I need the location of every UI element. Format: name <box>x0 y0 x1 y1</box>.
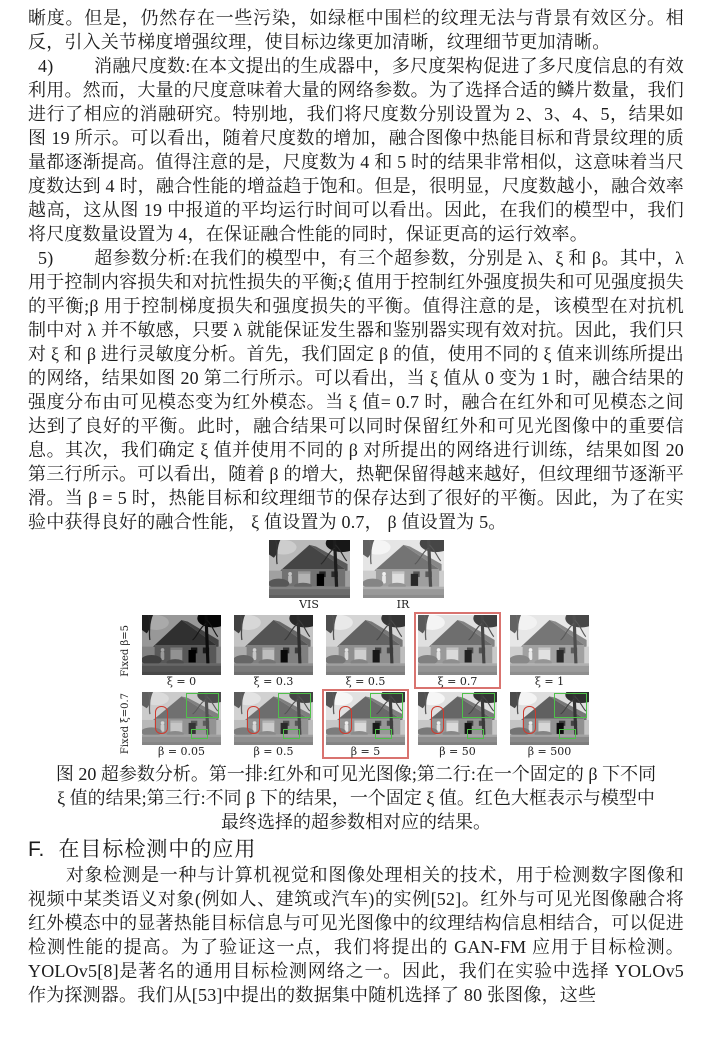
fused-image <box>142 615 221 675</box>
fused-image <box>234 615 313 675</box>
vis-image <box>269 540 350 598</box>
fused-image <box>510 692 589 745</box>
fig-label-ir: IR <box>396 598 410 611</box>
fig-label: ξ = 0.3 <box>253 675 294 688</box>
fig-label: β = 0.5 <box>253 745 294 758</box>
figure-caption <box>28 762 684 834</box>
fused-image <box>418 692 497 745</box>
figure-row-source <box>28 537 684 612</box>
fig-cell-beta-005 <box>138 689 225 759</box>
fig-cell-beta-05 <box>230 689 317 759</box>
red-annotation-person <box>339 706 352 734</box>
green-annotation-box <box>462 693 495 718</box>
fig-cell-xi-03 <box>230 612 317 689</box>
green-annotation-box-small <box>375 729 392 739</box>
green-annotation-box <box>278 693 311 718</box>
fused-image <box>142 692 221 745</box>
section-number: F. <box>28 838 45 861</box>
para-ablation-scales <box>28 54 684 246</box>
figure-row-beta <box>28 689 684 759</box>
green-annotation-box-small <box>283 729 300 739</box>
fig-cell-xi-07-selected <box>414 612 501 689</box>
fused-image-selected <box>326 692 405 745</box>
fig-cell-beta-5-selected <box>322 689 409 759</box>
fig-label: β = 500 <box>527 745 572 758</box>
para-hyperparameter-text: 超参数分析:在我们的模型中，有三个超参数，分别是 λ、ξ 和 β。其中，λ 用于控制内容损失和对抗性损失的平衡;ξ 值用于控制红外强度损失和可见强度损失的平衡;β 用于控制梯度损失和强度损失的平衡。值得注意的是，该模型在对抗机制中对 λ 并不敏感，只要 λ 就能保证发生器和鉴别器实现有效对抗。因此，我们只对 ξ 和 β 进行灵敏度分析。首先，我们固定 β 的值，使用不同的 ξ 值来训练所提出的网络，结果如图 20 第二行所示。可以看出，当 ξ 值从 0 变为 1 时，融合结果的强度分布由可见模态变为红外模态。当 ξ 值= 0.7 时，融合在红外和可见模态之间达到了良好的平衡。此时，融合结果可以同时保留红外和可见光图像中的重要信息。其次，我们确定 ξ 值并使用不同的 β 对所提出的网络进行训练，结果如图 20 第三行所示。可以看出，随着 β 的增大，热靶保留得越来越好，但纹理细节逐渐平滑。当 β = 5 时，热能目标和纹理细节的保存达到了很好的平衡。因此，为了在实验中获得良好的融合性能， ξ 值设置为 0.7， β 值设置为 5。 <box>28 248 684 532</box>
fig-label: ξ = 0.5 <box>345 675 386 688</box>
row-label-fixed-xi: Fixed ξ=0.7 <box>120 693 131 755</box>
para-ablation-scales-text: 消融尺度数:在本文提出的生成器中，多尺度架构促进了多尺度信息的有效利用。然而，大量的尺度意味着大量的网络参数。为了选择合适的鳞片数量，我们进行了相应的消融研究。特别地，我们将尺度数分别设置为 2、3、4、5，结果如图 19 所示。可以看出，随着尺度数的增加，融合图像中热能目标和背景纹理的质量都逐渐提高。值得注意的是，尺度数为 4 和 5 时的结果非常相似，这意味着当尺度数达到 4 时，融合性能的增益趋于饱和。但是，很明显，尺度数越小，融合效率越高，这从图 19 中报道的平均运行时间可以看出。因此，在我们的模型中，我们将尺度数量设置为 4，在保证融合性能的同时，保证更高的运行效率。 <box>28 56 684 244</box>
caption-line-1: 图 20 超参数分析。第一排:红外和可见光图像;第二行:在一个固定的 β 下不同 <box>55 764 657 784</box>
caption-line-2: ξ 值的结果;第三行:不同 β 下的结果，一个固定 ξ 值。红色大框表示与模型中 <box>57 788 655 808</box>
fig-cell-beta-50 <box>414 689 501 759</box>
red-annotation-person <box>431 706 444 734</box>
red-annotation-person <box>523 706 536 734</box>
fig-cell-ir <box>359 537 448 612</box>
body-text-block <box>28 6 684 534</box>
green-annotation-box-small <box>559 729 576 739</box>
para-number-5: 5) <box>38 248 54 268</box>
green-annotation-box-small <box>191 729 208 739</box>
fig-label: ξ = 1 <box>534 675 565 688</box>
fig-cell-beta-500 <box>506 689 593 759</box>
caption-line-3: 最终选择的超参数相对应的结果。 <box>221 812 491 832</box>
para-hyperparameter <box>28 246 684 534</box>
fused-image-selected <box>418 615 497 675</box>
fig-label: β = 50 <box>439 745 476 758</box>
para-number-4: 4) <box>38 56 54 76</box>
para-continuation: 晰度。但是，仍然存在一些污染，如绿框中围栏的纹理无法与背景有效区分。相反，引入关节梯度增强纹理，使目标边缘更加清晰，纹理细节更加清晰。 <box>28 8 684 52</box>
fig-cell-xi-05 <box>322 612 409 689</box>
section-heading <box>28 837 684 863</box>
fig-label: ξ = 0.7 <box>437 675 478 688</box>
figure-20 <box>28 537 684 834</box>
section-title: 在目标检测中的应用 <box>58 838 257 861</box>
fused-image <box>234 692 313 745</box>
fig-cell-xi-1 <box>506 612 593 689</box>
para-object-detection: 对象检测是一种与计算机视觉和图像处理相关的技术，用于检测数字图像和视频中某类语义对象(例如人、建筑或汽车)的实例[52]。红外与可见光图像融合将红外模态中的显著热能目标信息与可见光图像中的纹理结构信息相结合，可以促进检测性能的提高。为了验证这一点，我们将提出的 GAN-FM 应用于目标检测。YOLOv5[8]是著名的通用目标检测网络之一。因此，我们在实验中选择 YOLOv5 作为探测器。我们从[53]中提出的数据集中随机选择了 80 张图像，这些 <box>28 865 684 1005</box>
green-annotation-box-small <box>467 729 484 739</box>
fig-label: ξ = 0 <box>166 675 197 688</box>
fused-image <box>326 615 405 675</box>
fig-label: β = 0.05 <box>157 745 206 758</box>
row-label-fixed-beta: Fixed β=5 <box>120 624 131 677</box>
fused-image <box>510 615 589 675</box>
figure-row-xi <box>28 612 684 689</box>
green-annotation-box <box>370 693 403 718</box>
green-annotation-box <box>186 693 219 718</box>
red-annotation-person <box>247 706 260 734</box>
section-f-body <box>28 863 684 1007</box>
fig-cell-xi-0 <box>138 612 225 689</box>
fig-cell-vis <box>265 537 354 612</box>
fig-label: β = 5 <box>350 745 381 758</box>
red-annotation-person <box>155 706 168 734</box>
green-annotation-box <box>554 693 587 718</box>
fig-label-vis: VIS <box>299 598 319 611</box>
ir-image <box>363 540 444 598</box>
